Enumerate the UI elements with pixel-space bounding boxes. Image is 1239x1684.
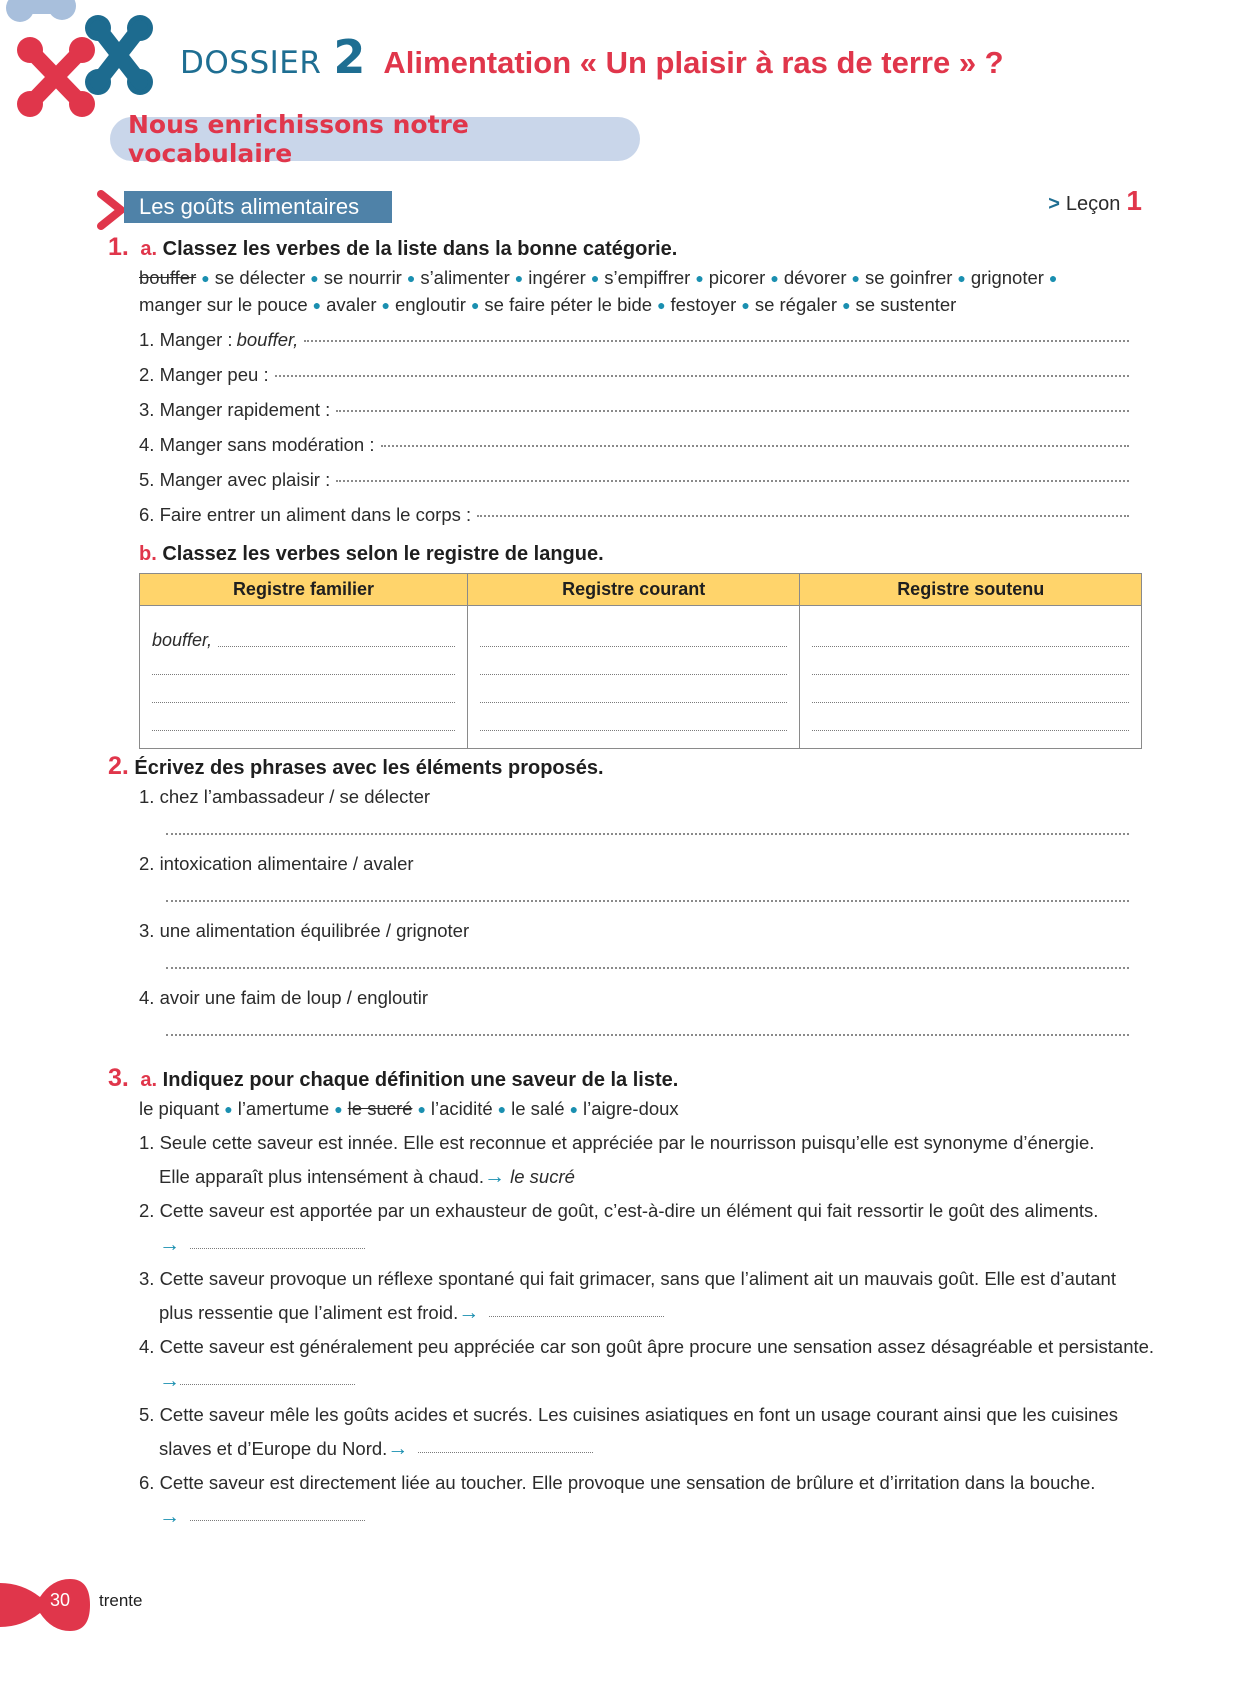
ex1-b-text: Classez les verbes selon le registre de langue.	[162, 543, 604, 565]
ex3-item-2-answer[interactable]	[190, 1248, 365, 1249]
section-banner	[110, 110, 640, 168]
ex3-number: 3.	[108, 1064, 129, 1092]
ex3-item-3-line1: 3. Cette saveur provoque un réflexe spontané qui fait grimacer, sans que l’aliment ait un mauvais goût. Elle est d’autant	[139, 1268, 1116, 1289]
ex3-item-6-answer-row[interactable]	[159, 1505, 365, 1529]
table-example: bouffer,	[152, 630, 218, 651]
arrow-right-icon: →	[387, 1437, 409, 1460]
ex1-b-letter: b.	[139, 543, 157, 565]
ex3-item-6-line1: 6. Cette saveur est directement liée au toucher. Elle provoque une sensation de brûlure et d’irritation dans la bouche.	[139, 1472, 1096, 1493]
ex1-instruction-b	[139, 543, 604, 566]
arrow-right-icon: →	[159, 1233, 180, 1256]
ex1-item-2[interactable]: 2. Manger peu :	[139, 364, 1129, 386]
table-header-courant: Registre courant	[467, 574, 799, 606]
ex3-instruction	[108, 1064, 678, 1093]
ex3-item-2-answer-row[interactable]	[159, 1233, 365, 1257]
ex3-item-4-answer[interactable]	[180, 1384, 355, 1385]
arrow-right-icon: →	[159, 1369, 180, 1392]
ex2-item-3: 3. une alimentation équilibrée / grignoter	[139, 920, 470, 941]
ex1-item-6[interactable]: 6. Faire entrer un aliment dans le corps :	[139, 504, 1129, 526]
ex3-item-5-answer[interactable]	[418, 1452, 593, 1453]
table-cell-soutenu[interactable]	[800, 606, 1142, 749]
ex2-answer-line-4[interactable]	[166, 1034, 1129, 1036]
dossier-title: Alimentation « Un plaisir à ras de terre » ?	[383, 45, 1004, 80]
ex3-item-1-answer: le sucré	[510, 1166, 575, 1187]
ex3-text: Indiquez pour chaque définition une saveur de la liste.	[162, 1069, 679, 1091]
ex2-answer-line-2[interactable]	[166, 900, 1129, 902]
ex3-item-5-line1: 5. Cette saveur mêle les goûts acides et sucrés. Les cuisines asiatiques en font un usage courant ainsi que les cuisines	[139, 1404, 1119, 1425]
dossier-header	[180, 30, 1004, 90]
ex2-text: Écrivez des phrases avec les éléments proposés.	[134, 757, 604, 779]
ex3-item-5-line2[interactable]: slaves et d’Europe du Nord.→	[159, 1437, 593, 1461]
register-table	[139, 573, 1142, 749]
lecon-number: 1	[1126, 185, 1142, 216]
table-cell-familier[interactable]	[140, 606, 468, 749]
ex3-item-4-answer-row[interactable]	[159, 1369, 355, 1393]
ex1-a-text: Classez les verbes de la liste dans la bonne catégorie.	[162, 238, 678, 260]
lecon-label: Leçon	[1065, 193, 1121, 215]
ex3-item-3-answer[interactable]	[489, 1316, 664, 1317]
arrow-right-icon: →	[484, 1165, 505, 1188]
lecon-reference	[1048, 185, 1142, 217]
chevron-right-icon: >	[1048, 193, 1060, 215]
arrow-right-icon: →	[159, 1505, 180, 1528]
ex1-number: 1.	[108, 233, 129, 261]
ex3-item-4-line1: 4. Cette saveur est généralement peu appréciée car son goût âpre procure une sensation assez désagréable et persistante.	[139, 1336, 1155, 1357]
ex2-item-2: 2. intoxication alimentaire / avaler	[139, 853, 414, 874]
ex1-instruction-a	[108, 233, 677, 262]
ex3-a-letter: a.	[140, 1069, 158, 1091]
page-word: trente	[99, 1591, 143, 1610]
page-number: 30	[50, 1590, 71, 1610]
ex1-a-letter: a.	[140, 238, 158, 260]
table-cell-courant[interactable]	[467, 606, 799, 749]
ex3-item-6-answer[interactable]	[190, 1520, 365, 1521]
dossier-word: DOSSIER	[180, 45, 322, 81]
ex1-word-list-line1: bouffer ● se délecter ● se nourrir ● s’alimenter ● ingérer ● s’empiffrer ● picorer ● dévorer ● se goinfrer ● grignoter ●	[139, 267, 1058, 288]
ex3-item-1-line1: 1. Seule cette saveur est innée. Elle est reconnue et appréciée par le nourrisson puisqu’elle est synonyme d’énergie.	[139, 1132, 1095, 1153]
table-header-soutenu: Registre soutenu	[800, 574, 1142, 606]
page-number-badge-icon	[0, 1575, 92, 1635]
ex3-item-2-line1: 2. Cette saveur est apportée par un exhausteur de goût, c’est-à-dire un élément qui fait ressortir le goût des aliments.	[139, 1200, 1099, 1221]
arrow-right-icon: →	[458, 1301, 480, 1324]
section-title: Les goûts alimentaires	[124, 191, 392, 223]
banner-text: Nous enrichissons notre vocabulaire	[128, 110, 469, 168]
ex3-item-3-line2[interactable]: plus ressentie que l’aliment est froid.→	[159, 1301, 664, 1325]
table-header-familier: Registre familier	[140, 574, 468, 606]
ex1-item-4[interactable]: 4. Manger sans modération :	[139, 434, 1129, 456]
ex2-item-4: 4. avoir une faim de loup / engloutir	[139, 987, 428, 1008]
ex2-answer-line-3[interactable]	[166, 967, 1129, 969]
ex2-item-1: 1. chez l’ambassadeur / se délecter	[139, 786, 431, 807]
ex1-item-5[interactable]: 5. Manger avec plaisir :	[139, 469, 1129, 491]
ex2-instruction	[108, 752, 604, 781]
ex3-item-1-line2: Elle apparaît plus intensément à chaud.→ le sucré	[159, 1165, 575, 1188]
ex1-word-list-line2: manger sur le pouce ● avaler ● engloutir ● se faire péter le bide ● festoyer ● se régaler ● se sustenter	[139, 294, 957, 315]
ex1-item-1[interactable]: 1. Manger : bouffer,	[139, 329, 1129, 351]
ex3-word-list: le piquant ● l’amertume ● le sucré ● l’acidité ● le salé ● l’aigre-doux	[139, 1098, 679, 1119]
dossier-logo-icon	[0, 0, 160, 125]
ex2-number: 2.	[108, 752, 129, 780]
ex1-item-3[interactable]: 3. Manger rapidement :	[139, 399, 1129, 421]
ex2-answer-line-1[interactable]	[166, 833, 1129, 835]
dossier-number: 2	[333, 30, 366, 84]
